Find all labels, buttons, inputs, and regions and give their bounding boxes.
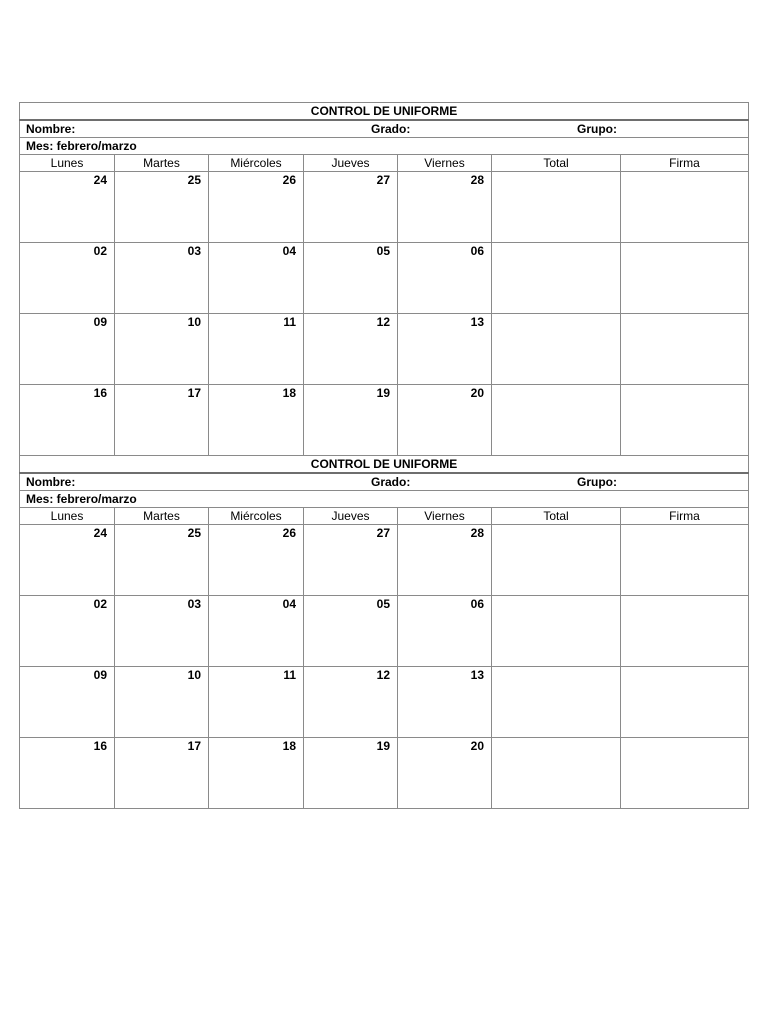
total-cell[interactable] [492,667,621,738]
day-cell[interactable]: 02 [20,596,115,667]
day-cell[interactable]: 05 [304,596,398,667]
column-header: Lunes [20,508,115,525]
column-header: Firma [621,155,749,172]
day-cell[interactable]: 17 [115,385,209,456]
day-cell[interactable]: 16 [20,385,115,456]
day-cell[interactable]: 26 [209,172,304,243]
day-cell[interactable]: 11 [209,314,304,385]
day-cell[interactable]: 09 [20,667,115,738]
nombre-label: Nombre: [26,475,76,489]
student-info-row [20,473,749,491]
day-cell[interactable]: 04 [209,243,304,314]
column-header: Lunes [20,155,115,172]
firma-cell[interactable] [621,667,749,738]
week-row [20,385,749,456]
day-cell[interactable]: 25 [115,172,209,243]
week-row [20,596,749,667]
month-row [20,138,749,155]
day-cell[interactable]: 13 [398,314,492,385]
column-header: Total [492,508,621,525]
grado-label: Grado: [371,475,411,489]
total-cell[interactable] [492,525,621,596]
day-cell[interactable]: 24 [20,525,115,596]
total-cell[interactable] [492,596,621,667]
form-title-row [20,456,749,474]
week-row [20,314,749,385]
uniform-control-table [19,102,749,809]
day-cell[interactable]: 28 [398,172,492,243]
day-cell[interactable]: 12 [304,667,398,738]
day-cell[interactable]: 28 [398,525,492,596]
month-row [20,491,749,508]
column-header: Miércoles [209,508,304,525]
total-cell[interactable] [492,314,621,385]
day-header-row [20,155,749,172]
total-cell[interactable] [492,738,621,809]
form-title-row [20,103,749,121]
grupo-label: Grupo: [577,475,617,489]
column-header: Miércoles [209,155,304,172]
total-cell[interactable] [492,243,621,314]
student-info-cell[interactable] [20,473,749,491]
uniform-control-sheet [19,102,748,809]
day-cell[interactable]: 26 [209,525,304,596]
firma-cell[interactable] [621,596,749,667]
day-cell[interactable]: 10 [115,314,209,385]
day-cell[interactable]: 18 [209,385,304,456]
day-cell[interactable]: 25 [115,525,209,596]
day-cell[interactable]: 13 [398,667,492,738]
student-info-row [20,120,749,138]
firma-cell[interactable] [621,243,749,314]
day-cell[interactable]: 20 [398,738,492,809]
column-header: Martes [115,508,209,525]
column-header: Firma [621,508,749,525]
day-cell[interactable]: 16 [20,738,115,809]
day-cell[interactable]: 10 [115,667,209,738]
day-cell[interactable]: 24 [20,172,115,243]
week-row [20,525,749,596]
column-header: Jueves [304,155,398,172]
total-cell[interactable] [492,172,621,243]
column-header: Viernes [398,155,492,172]
student-info-cell[interactable] [20,120,749,138]
firma-cell[interactable] [621,172,749,243]
day-header-row [20,508,749,525]
day-cell[interactable]: 18 [209,738,304,809]
firma-cell[interactable] [621,314,749,385]
day-cell[interactable]: 12 [304,314,398,385]
column-header: Viernes [398,508,492,525]
firma-cell[interactable] [621,738,749,809]
day-cell[interactable]: 03 [115,243,209,314]
day-cell[interactable]: 17 [115,738,209,809]
grado-label: Grado: [371,122,411,136]
week-row [20,738,749,809]
day-cell[interactable]: 03 [115,596,209,667]
column-header: Jueves [304,508,398,525]
day-cell[interactable]: 27 [304,172,398,243]
day-cell[interactable]: 05 [304,243,398,314]
day-cell[interactable]: 06 [398,243,492,314]
month-label: Mes: febrero/marzo [20,138,749,155]
nombre-label: Nombre: [26,122,76,136]
day-cell[interactable]: 27 [304,525,398,596]
form-title: CONTROL DE UNIFORME [20,456,749,474]
total-cell[interactable] [492,385,621,456]
day-cell[interactable]: 02 [20,243,115,314]
day-cell[interactable]: 09 [20,314,115,385]
day-cell[interactable]: 11 [209,667,304,738]
column-header: Martes [115,155,209,172]
day-cell[interactable]: 19 [304,738,398,809]
day-cell[interactable]: 19 [304,385,398,456]
month-label: Mes: febrero/marzo [20,491,749,508]
day-cell[interactable]: 04 [209,596,304,667]
week-row [20,667,749,738]
grupo-label: Grupo: [577,122,617,136]
column-header: Total [492,155,621,172]
firma-cell[interactable] [621,525,749,596]
week-row [20,243,749,314]
week-row [20,172,749,243]
form-title: CONTROL DE UNIFORME [20,103,749,121]
firma-cell[interactable] [621,385,749,456]
uniform-control-body [20,103,749,809]
day-cell[interactable]: 20 [398,385,492,456]
day-cell[interactable]: 06 [398,596,492,667]
